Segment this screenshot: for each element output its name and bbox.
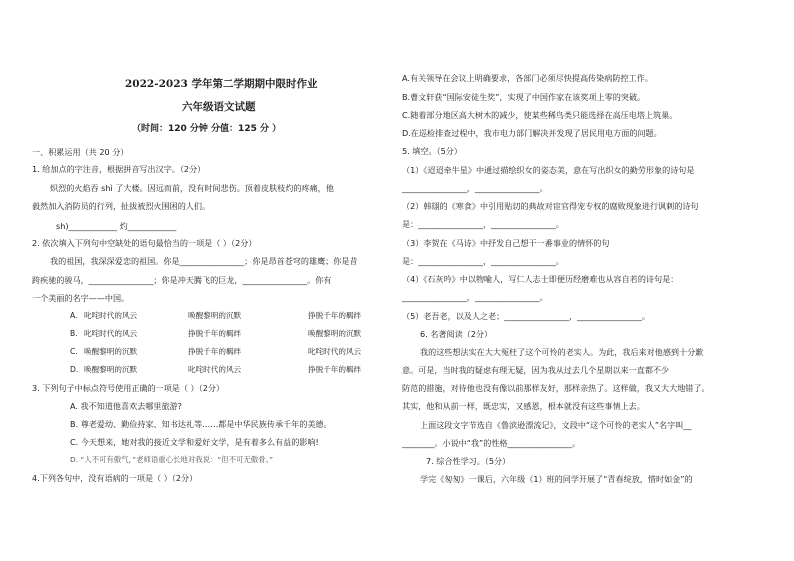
right-column (402, 0, 772, 561)
question-7-text: 学完《匆匆》一课后，六年级（1）班的同学开展了“青春绽放，惜时如金”的 (420, 474, 693, 484)
left-column (32, 0, 402, 561)
question-7-stem: 7. 综合性学习。（5分） (426, 456, 511, 466)
question-1-stem: 1. 给加点的字注音，根据拼音写出汉字。（2分） (32, 164, 206, 174)
question-1-text: 毅然加入消防员的行列，扯拔被烈火围困的人们。 (32, 201, 211, 211)
question-4-option[interactable]: C.随着部分地区高大树木的减少，使某些稀鸟类只能选择在高压电塔上筑巢。 (402, 110, 678, 120)
question-5-blank[interactable]: ________________，________________。 (402, 183, 548, 193)
question-6-passage: 其实，他和从前一样，既忠实，又感恩，根本就没有这些事情上去。 (402, 401, 645, 411)
question-5-item: （3）李贺在《马诗》中抒发自己想干一番事业的情怀的句 (402, 238, 610, 248)
question-3-option[interactable]: A. 我不知道他喜欢去哪里旅游? (70, 401, 182, 411)
question-5-blank[interactable]: 是：________________，________________。 (402, 256, 564, 266)
question-2-text: 我的祖国，我深深爱恋的祖国。你是________________；你是昂首苍穹的雄鹰；你是昔 (50, 256, 358, 266)
question-2-option[interactable]: B. 叱咤时代的风云 挣脱千年的羁绊 唤醒黎明的沉默 (70, 329, 362, 338)
question-5-item[interactable]: （5）老吾老，以及人之老；________________，________________。 (402, 311, 650, 321)
question-5-blank[interactable]: ________________，________________。 (402, 292, 548, 302)
question-4-option[interactable]: D.在巡检排查过程中，我市电力部门解决并发现了居民用电方面的问题。 (402, 128, 662, 138)
question-2-option[interactable]: C. 唤醒黎明的沉默 挣脱千年的羁绊 叱咤时代的风云 (70, 347, 362, 356)
question-3-stem: 3. 下列句子中标点符号使用正确的一项是（ ）（2分） (32, 383, 225, 393)
question-6-passage: 意。可是，当时我的疑虑有理无疑，因为我从过去几个星期以来一直都不少 (402, 365, 670, 375)
question-2-option[interactable]: A. 叱咤时代的风云 唤醒黎明的沉默 挣脱千年的羁绊 (70, 311, 362, 320)
exam-subtitle: 六年级语文试题 (182, 101, 256, 113)
question-5-stem: 5. 填空。（5分） (402, 146, 462, 156)
question-4-option[interactable]: A.有关领导在会议上明确要求，各部门必须尽快提高传染病防控工作。 (402, 73, 653, 83)
question-4-stem: 4.下列各句中，没有语病的一项是（ ）（2分） (32, 473, 198, 483)
question-5-item: （2）韩翃的《寒食》中引用贴切的典故对宦官得宠专权的腐败现象进行讽刺的诗句 (402, 201, 699, 211)
question-6-blank[interactable]: ________。小说中“我”的性格________________。 (402, 438, 581, 448)
exam-meta: （时间：120 分钟 分值：125 分 ） (132, 124, 282, 134)
question-2-option[interactable]: D. 唤醒黎明的沉默 叱咤时代的风云 挣脱千年的羁绊 (70, 365, 362, 374)
question-2-stem: 2. 依次填入下列句中空缺处的语句最恰当的一项是（ ）（2分） (32, 238, 257, 248)
exam-title: 2022-2023 学年第二学期期中限时作业 (125, 78, 318, 90)
question-5-item: （4）《石灰吟》中以物喻人，写仁人志士即便历经磨难也从容自若的诗句是： (402, 274, 679, 284)
question-6-passage: 防范的措施，对待他也没有像以前那样友好，那样亲热了。这样做，我又大大地错了。 (402, 383, 710, 393)
question-5-item: （1）《迢迢牵牛星》中通过描绘织女的姿态美，意在写出织女的勤劳形象的诗句是 (402, 165, 695, 175)
question-3-option[interactable]: C. 今天想来，她对我的接近文学和爱好文学，是有着多么有益的影响! (70, 437, 319, 447)
question-6-passage: 我的这些想法实在大大冤枉了这个可怜的老实人。为此，我后来对他感到十分歉 (420, 347, 704, 357)
section-heading: 一、积累运用（共 20 分） (32, 147, 129, 157)
question-3-option[interactable]: D. “人不可有傲气，”老师语重心长地对我说：“但不可无傲骨。” (70, 455, 274, 464)
question-6-stem: 6. 名著阅读（2分） (420, 329, 493, 339)
question-1-text: 炽烈的火焰吞 shì 了大楼。因远而前，没有时间悲伤。顶着皮肤枝灼的疼痛，他 (50, 183, 334, 193)
question-2-text: 跨疾驰的骏马，________________；你是冲天腾飞的巨龙，________________。你有 (32, 275, 332, 285)
question-4-option[interactable]: B.曹文轩获“国际安徒生奖”，实现了中国作家在该奖项上零的突破。 (402, 92, 646, 102)
question-5-blank[interactable]: 是：________________，________________。 (402, 219, 564, 229)
question-6-prompt: 上面这段文字节选自《鲁滨逊漂流记》，文段中“这个可怜的老实人”名字叫__ (420, 420, 692, 430)
question-3-option[interactable]: B. 尊老爱幼、勤俭持家、知书达礼等……都是中华民族传承千年的美德。 (70, 419, 332, 429)
question-2-text: 一个美丽的名字——中国。 (32, 293, 130, 303)
question-1-answer-blanks[interactable]: sh)____________ 灼____________ (56, 221, 177, 231)
